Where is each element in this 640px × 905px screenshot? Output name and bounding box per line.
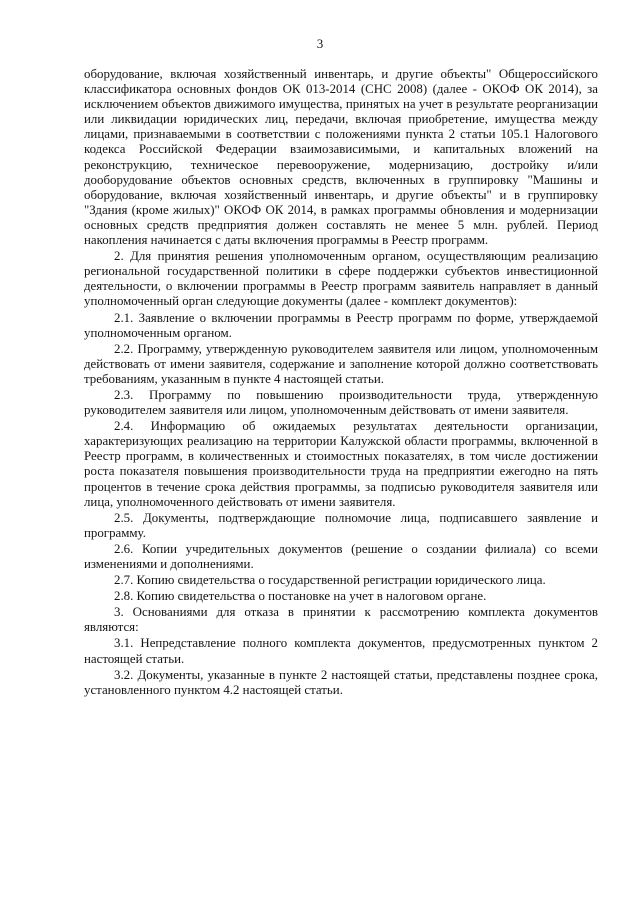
paragraph-item-2-5: 2.5. Документы, подтверждающие полномочие лица, подписавшего заявление и программу.	[84, 510, 598, 540]
paragraph-continuation: оборудование, включая хозяйственный инвентарь, и другие объекты" Общероссийского классификатора основных фондов ОК 013-2014 (СНС 2008) (далее - ОКОФ ОК 2014), за исключением объектов движимого имущества, принятых на учет в результате реорганизации или ликвидации юридических лиц, передачи, включая приобретение, имущества между лицами, признаваемыми в соответствии с положениями пункта 2 статьи 105.1 Налогового кодекса Российской Федерации взаимозависимыми, и капитальных вложений на реконструкцию, техническое перевооружение, модернизацию, достройку и/или дооборудование объектов основных средств, включенных в группировку "Машины и оборудование, включая хозяйственный инвентарь, и другие объекты" и в группировку "Здания (кроме жилых)" ОКОФ ОК 2014, в рамках программы обновления и модернизации основных средств предприятия должен составлять не менее 5 млн. рублей. Период накопления начинается с даты включения программы в Реестр программ.	[84, 67, 598, 248]
paragraph-item-2-3: 2.3. Программу по повышению производительности труда, утвержденную руководителем заявителя или лицом, уполномоченным действовать от имени заявителя.	[84, 387, 598, 418]
page-number: 3	[316, 36, 324, 51]
paragraph-item-2-2: 2.2. Программу, утвержденную руководителем заявителя или лицом, уполномоченным действовать от имени заявителя, содержание и заполнение которой должно соответствовать требованиям, указанным в пункте 4 настоящей статьи.	[84, 341, 598, 386]
paragraph-item-2-4: 2.4. Информацию об ожидаемых результатах деятельности организации, характеризующих реализацию на территории Калужской области программы, включенной в Реестр программ, в количественных и стоимостных показателях, в том числе достижении роста показателя повышения производительности труда на предприятии ежегодно на пять процентов в течение срока действия программы, за подписью руководителя заявителя или лица, уполномоченного действовать от имени заявителя.	[84, 419, 598, 509]
paragraph-item-3-2: 3.2. Документы, указанные в пункте 2 настоящей статьи, представлены позднее срока, установленного пунктом 4.2 настоящей статьи.	[84, 667, 598, 697]
paragraph-item-3: 3. Основаниями для отказа в принятии к рассмотрению комплекта документов являются:	[84, 605, 598, 635]
paragraph-item-2-7: 2.7. Копию свидетельства о государственной регистрации юридического лица.	[114, 573, 546, 588]
paragraph-item-2-8: 2.8. Копию свидетельства о постановке на учет в налоговом органе.	[114, 589, 487, 604]
document-body	[84, 67, 598, 698]
paragraph-item-2-6: 2.6. Копии учредительных документов (решение о создании филиала) со всеми изменениями и дополнениями.	[84, 541, 598, 571]
paragraph-item-3-1: 3.1. Непредставление полного комплекта документов, предусмотренных пунктом 2 настоящей статьи.	[84, 636, 598, 666]
paragraph-item-2-1: 2.1. Заявление о включении программы в Реестр программ по форме, утверждаемой уполномоченным органом.	[84, 310, 598, 340]
paragraph-item-2: 2. Для принятия решения уполномоченным органом, осуществляющим реализацию региональной государственной политики в сфере поддержки субъектов инвестиционной деятельности, о включении программы в Реестр программ заявитель направляет в данный уполномоченный орган следующие документы (далее - комплект документов):	[84, 249, 598, 309]
